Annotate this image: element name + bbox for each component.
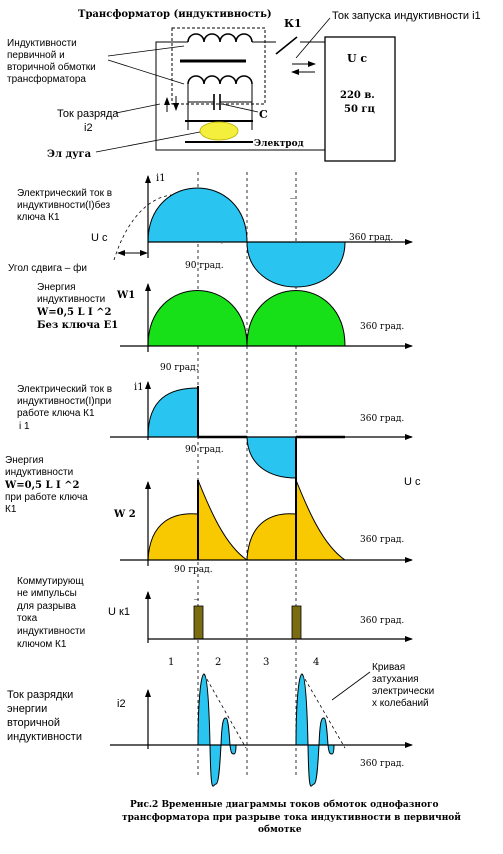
svg-text:тока: тока (17, 613, 38, 624)
panel4-deg360: 360 град. (360, 535, 405, 545)
electric-arc (200, 122, 238, 140)
panel-secondary-discharge (7, 662, 434, 786)
capacitor-pointer (222, 104, 258, 112)
panel3-y-label: i1 (134, 382, 144, 393)
oscillation-burst-2 (296, 674, 334, 786)
svg-text:индуктивности: индуктивности (37, 294, 106, 305)
figure-caption (122, 799, 461, 835)
arc-pointer (96, 132, 200, 152)
source-label: U с (347, 52, 368, 65)
svg-text:W=0,5 L I ^2: W=0,5 L I ^2 (37, 307, 112, 318)
panel2-caption (36, 282, 118, 331)
svg-text:Ток разрядки: Ток разрядки (7, 689, 74, 701)
svg-text:индуктивности: индуктивности (7, 731, 82, 743)
panel3-deg90: 90 град. (185, 445, 224, 455)
svg-text:Коммутирующ: Коммутирующ (17, 576, 84, 587)
svg-text:обмотке: обмотке (258, 825, 302, 835)
panel1-deg90: 90 град. (185, 261, 224, 271)
panel5-deg360: 360 град. (360, 616, 405, 626)
switch-label: К1 (284, 17, 302, 30)
panel4-y-label: W 2 (114, 509, 136, 520)
panel2-y-label: W1 (117, 290, 136, 301)
capacitor-label: С (259, 108, 268, 121)
discharge-label: Ток разряда (57, 108, 119, 120)
svg-text:Электрический ток в: Электрический ток в (17, 384, 113, 395)
panel5-caption (17, 576, 85, 650)
pulse-1 (194, 606, 203, 639)
zone-1: 1 (168, 657, 175, 668)
svg-text:работе ключа К1: работе ключа К1 (17, 408, 95, 419)
panel6-caption (7, 689, 82, 743)
current-positive-lobe (148, 188, 247, 242)
svg-text:W=0,5 L I ^2: W=0,5 L I ^2 (5, 480, 80, 491)
panel-energy-no-key (36, 282, 412, 373)
svg-text:вторичной обмотки: вторичной обмотки (7, 62, 96, 73)
electrode-label: Электрод (254, 139, 304, 149)
energy-lobe-2 (247, 291, 345, 347)
switch-current-label: Ток запуска индуктивности i1 (332, 10, 481, 22)
panel-current-with-key (17, 382, 421, 488)
svg-text:ключа К1: ключа К1 (17, 212, 60, 223)
panel4-deg90: 90 град. (174, 565, 213, 575)
decay-label (372, 662, 434, 709)
svg-text:затухания: затухания (372, 674, 419, 685)
zone-4: 4 (313, 657, 320, 668)
svg-text:трансформатора при разрыве то: трансформатора при разрыве тока индуктивности в первичной (122, 813, 461, 823)
svg-text:Без ключа Е1: Без ключа Е1 (37, 320, 119, 331)
svg-text:индуктивности: индуктивности (17, 626, 86, 637)
arc-label: Эл дуга (47, 149, 92, 160)
panel1-tick-mark: _ (290, 188, 295, 199)
zone-3: 3 (263, 657, 270, 668)
panel1-y-label: i1 (156, 173, 166, 184)
windings-label (7, 38, 96, 85)
cut-current-negative (247, 437, 296, 478)
oscillation-burst-1 (198, 674, 236, 786)
switch-k1 (276, 37, 297, 54)
svg-text:энергии: энергии (7, 703, 48, 715)
svg-text:i 1: i 1 (19, 421, 30, 432)
discharge-label-i2: i2 (84, 122, 93, 134)
svg-text:Энергия: Энергия (5, 455, 44, 466)
svg-text:электрически: электрически (372, 686, 435, 697)
current-negative-lobe (247, 242, 345, 287)
svg-text:индуктивности(I)при: индуктивности(I)при (17, 396, 112, 407)
zone-2: 2 (215, 657, 222, 668)
svg-text:для разрыва: для разрыва (17, 601, 76, 612)
svg-text:х колебаний: х колебаний (372, 698, 429, 709)
svg-text:индуктивности: индуктивности (5, 467, 74, 478)
panel5-tick-mark: _ (194, 589, 199, 600)
panel-energy-with-key (4, 455, 412, 575)
panel6-deg360: 360 град. (360, 759, 405, 769)
svg-text:при работе ключа: при работе ключа (5, 492, 88, 503)
source-voltage: 220 в. (340, 90, 375, 101)
svg-text:не импульсы: не импульсы (17, 588, 77, 599)
panel1-caption (17, 188, 112, 223)
panel6-y-label: i2 (117, 698, 126, 710)
discharge-pointer (116, 104, 160, 113)
winding-pointer-2 (108, 60, 184, 84)
decay-pointer (332, 672, 370, 700)
panel2-deg360: 360 град. (360, 322, 405, 332)
svg-text:вторичной: вторичной (7, 717, 60, 729)
energy-lobe-1 (148, 291, 247, 347)
panel1-deg360: 360 град. (349, 233, 394, 243)
panel2-deg90: 90 град. (160, 363, 199, 373)
secondary-winding (188, 76, 252, 84)
panel1-uc-label: U с (91, 232, 108, 244)
panel3-caption (17, 384, 112, 432)
winding-pointer-1 (108, 46, 184, 56)
svg-text:трансформатора: трансформатора (7, 74, 86, 85)
panel5-y-label: U к1 (108, 606, 130, 618)
svg-text:первичной и: первичной и (7, 50, 65, 61)
cut-current-positive (148, 388, 198, 437)
pulse-2 (292, 606, 301, 639)
source-frequency: 50 гц (344, 104, 375, 115)
panel3-uc-label: U с (404, 476, 421, 488)
panel4-caption (4, 455, 88, 515)
svg-text:Рис.2 Временные диаграммы: Рис.2 Временные диаграммы токов обмоток однофазного (130, 800, 439, 810)
svg-text:К1: К1 (5, 504, 17, 515)
svg-text:ключом К1: ключом К1 (17, 639, 67, 650)
svg-text:Энергия: Энергия (37, 282, 76, 293)
panel-switching-pulses (17, 576, 412, 668)
primary-wire (156, 42, 325, 150)
transformer-title: Трансформатор (индуктивность) (78, 9, 272, 20)
panel-current-no-key (8, 173, 412, 287)
svg-text:Индуктивности: Индуктивности (7, 38, 77, 49)
panel3-deg360: 360 град. (360, 414, 405, 424)
primary-winding (188, 34, 252, 42)
svg-text:Электрический ток в: Электрический ток в (17, 188, 113, 199)
panel1-phase-label: Угол сдвига – фи (8, 263, 87, 274)
schematic (7, 9, 481, 161)
svg-text:Кривая: Кривая (372, 662, 406, 673)
svg-text:индуктивности(I)без: индуктивности(I)без (17, 200, 111, 211)
